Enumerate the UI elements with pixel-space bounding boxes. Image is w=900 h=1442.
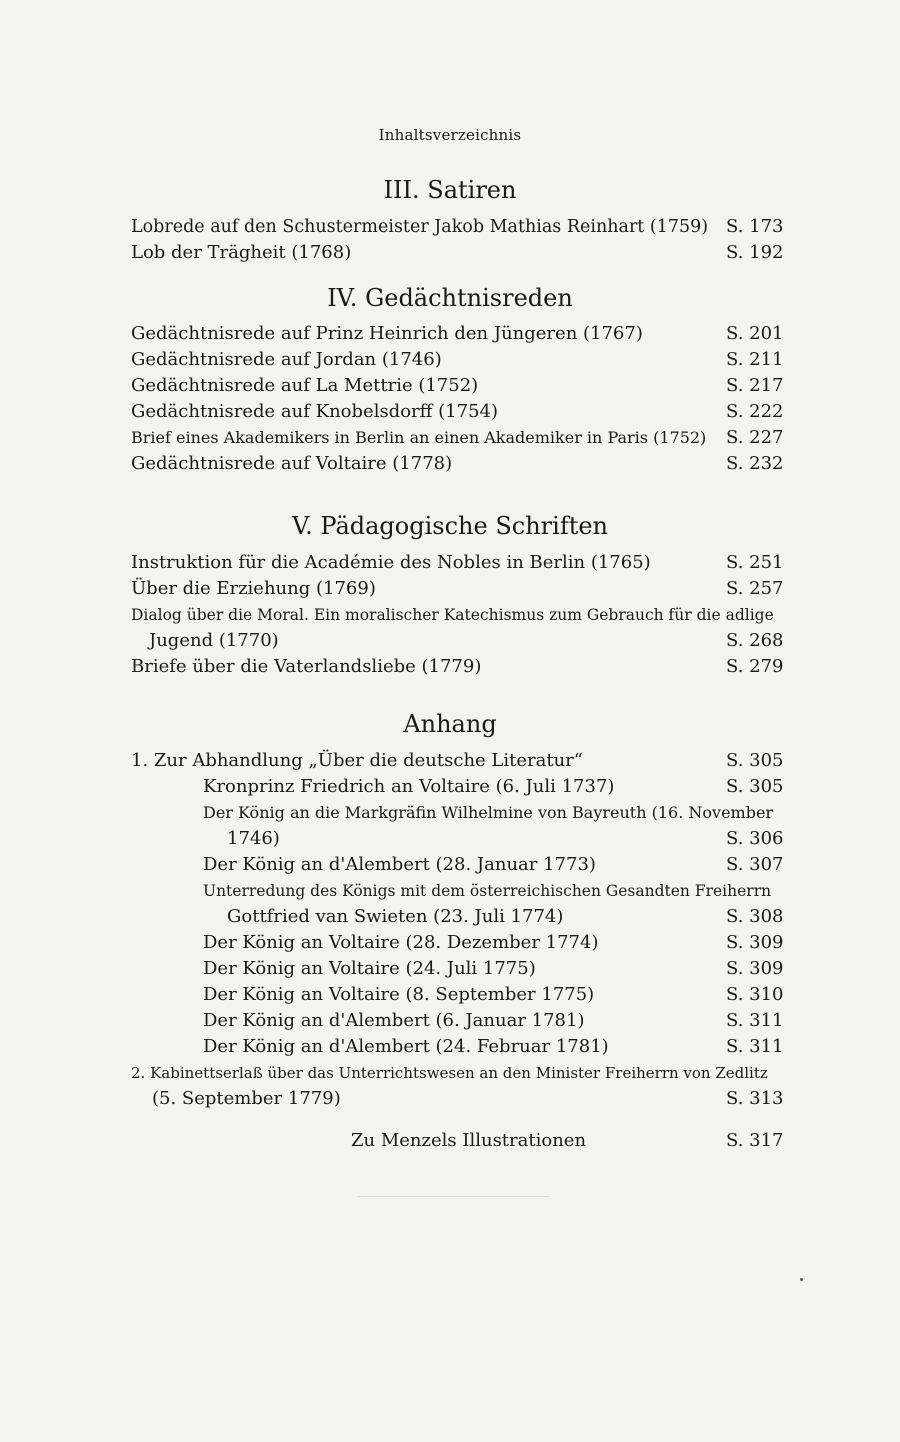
toc-entry-title: Gedächtnisrede auf La Mettrie (1752) [131,375,479,396]
toc-entry-title: Über die Erziehung (1769) [131,578,376,599]
toc-page-number: S. 222 [726,401,784,422]
toc-page-number: S. 257 [726,578,784,599]
toc-entry-title: Der König an Voltaire (24. Juli 1775) [203,958,536,979]
toc-page-number: S. 310 [726,984,784,1005]
toc-entry-title: 2. Kabinettserlaß über das Unterrichtswesen an den Minister Freiherrn von Zedlitz [131,1064,768,1082]
toc-page-number: S. 211 [726,349,784,370]
toc-entry-title: Der König an d'Alembert (24. Februar 1781) [203,1036,609,1057]
toc-entry-title: Der König an Voltaire (28. Dezember 1774) [203,932,599,953]
toc-entry-title: Jugend (1770) [149,630,279,651]
section-title-anhang: Anhang [403,710,497,738]
toc-entry-title: Briefe über die Vaterlandsliebe (1779) [131,656,482,677]
toc-entry-title: Gottfried van Swieten (23. Juli 1774) [227,906,564,927]
toc-page-number: S. 305 [726,750,784,771]
toc-page-number: S. 217 [726,375,784,396]
toc-entry-title: Der König an d'Alembert (28. Januar 1773) [203,854,596,875]
toc-page-number: S. 307 [726,854,784,875]
toc-page-number: S. 268 [726,630,784,651]
toc-entry-title: Lob der Trägheit (1768) [131,242,352,263]
toc-page-number: S. 232 [726,453,784,474]
toc-entry-title: Dialog über die Moral. Ein moralischer Katechismus zum Gebrauch für die adlige [131,606,774,624]
toc-entry-title: Brief eines Akademikers in Berlin an einen Akademiker in Paris (1752) [131,428,707,447]
toc-entry-title: Zu Menzels Illustrationen [351,1130,587,1151]
toc-entry-title: (5. September 1779) [152,1088,341,1109]
running-head: Inhaltsverzeichnis [378,126,522,144]
toc-page-number: S. 311 [726,1010,784,1031]
toc-entry-title: Gedächtnisrede auf Prinz Heinrich den Jüngeren (1767) [131,323,643,344]
toc-entry-title: Gedächtnisrede auf Knobelsdorff (1754) [131,401,499,422]
toc-page-number: S. 306 [726,828,784,849]
toc-page-number: S. 279 [726,656,784,677]
toc-page-number: S. 313 [726,1088,784,1109]
section-title-paedagogische-schriften: V. Pädagogische Schriften [291,512,609,540]
footer-rule [358,1196,550,1197]
toc-page-number: S. 227 [726,427,784,448]
toc-page-number: S. 308 [726,906,784,927]
toc-entry-title: 1. Zur Abhandlung „Über die deutsche Literatur“ [131,750,583,771]
toc-entry-title: Unterredung des Königs mit dem österreichischen Gesandten Freiherrn [203,882,772,900]
speck-mark [800,1278,803,1281]
section-title-gedaechtnisreden: IV. Gedächtnisreden [327,284,573,312]
toc-page-number: S. 309 [726,958,784,979]
toc-page-number: S. 311 [726,1036,784,1057]
toc-entry-title: Der König an Voltaire (8. September 1775) [203,984,595,1005]
toc-entry-title: 1746) [227,828,280,849]
toc-entry-title: Lobrede auf den Schustermeister Jakob Mathias Reinhart (1759) [131,217,709,237]
toc-entry-title: Kronprinz Friedrich an Voltaire (6. Juli 1737) [203,776,615,797]
toc-entry-title: Gedächtnisrede auf Voltaire (1778) [131,453,453,474]
section-title-satiren: III. Satiren [383,176,517,204]
toc-entry-title: Der König an die Markgräfin Wilhelmine von Bayreuth (16. November [203,803,774,822]
toc-entry-title: Der König an d'Alembert (6. Januar 1781) [203,1010,585,1031]
toc-page-number: S. 201 [726,323,784,344]
toc-page-number: S. 192 [726,242,784,263]
toc-entry-title: Instruktion für die Académie des Nobles in Berlin (1765) [131,552,651,573]
toc-page-number: S. 317 [726,1130,784,1151]
toc-page-number: S. 309 [726,932,784,953]
toc-page-number: S. 251 [726,552,784,573]
toc-page-number: S. 173 [726,216,784,237]
toc-page-number: S. 305 [726,776,784,797]
toc-entry-title: Gedächtnisrede auf Jordan (1746) [131,349,442,370]
